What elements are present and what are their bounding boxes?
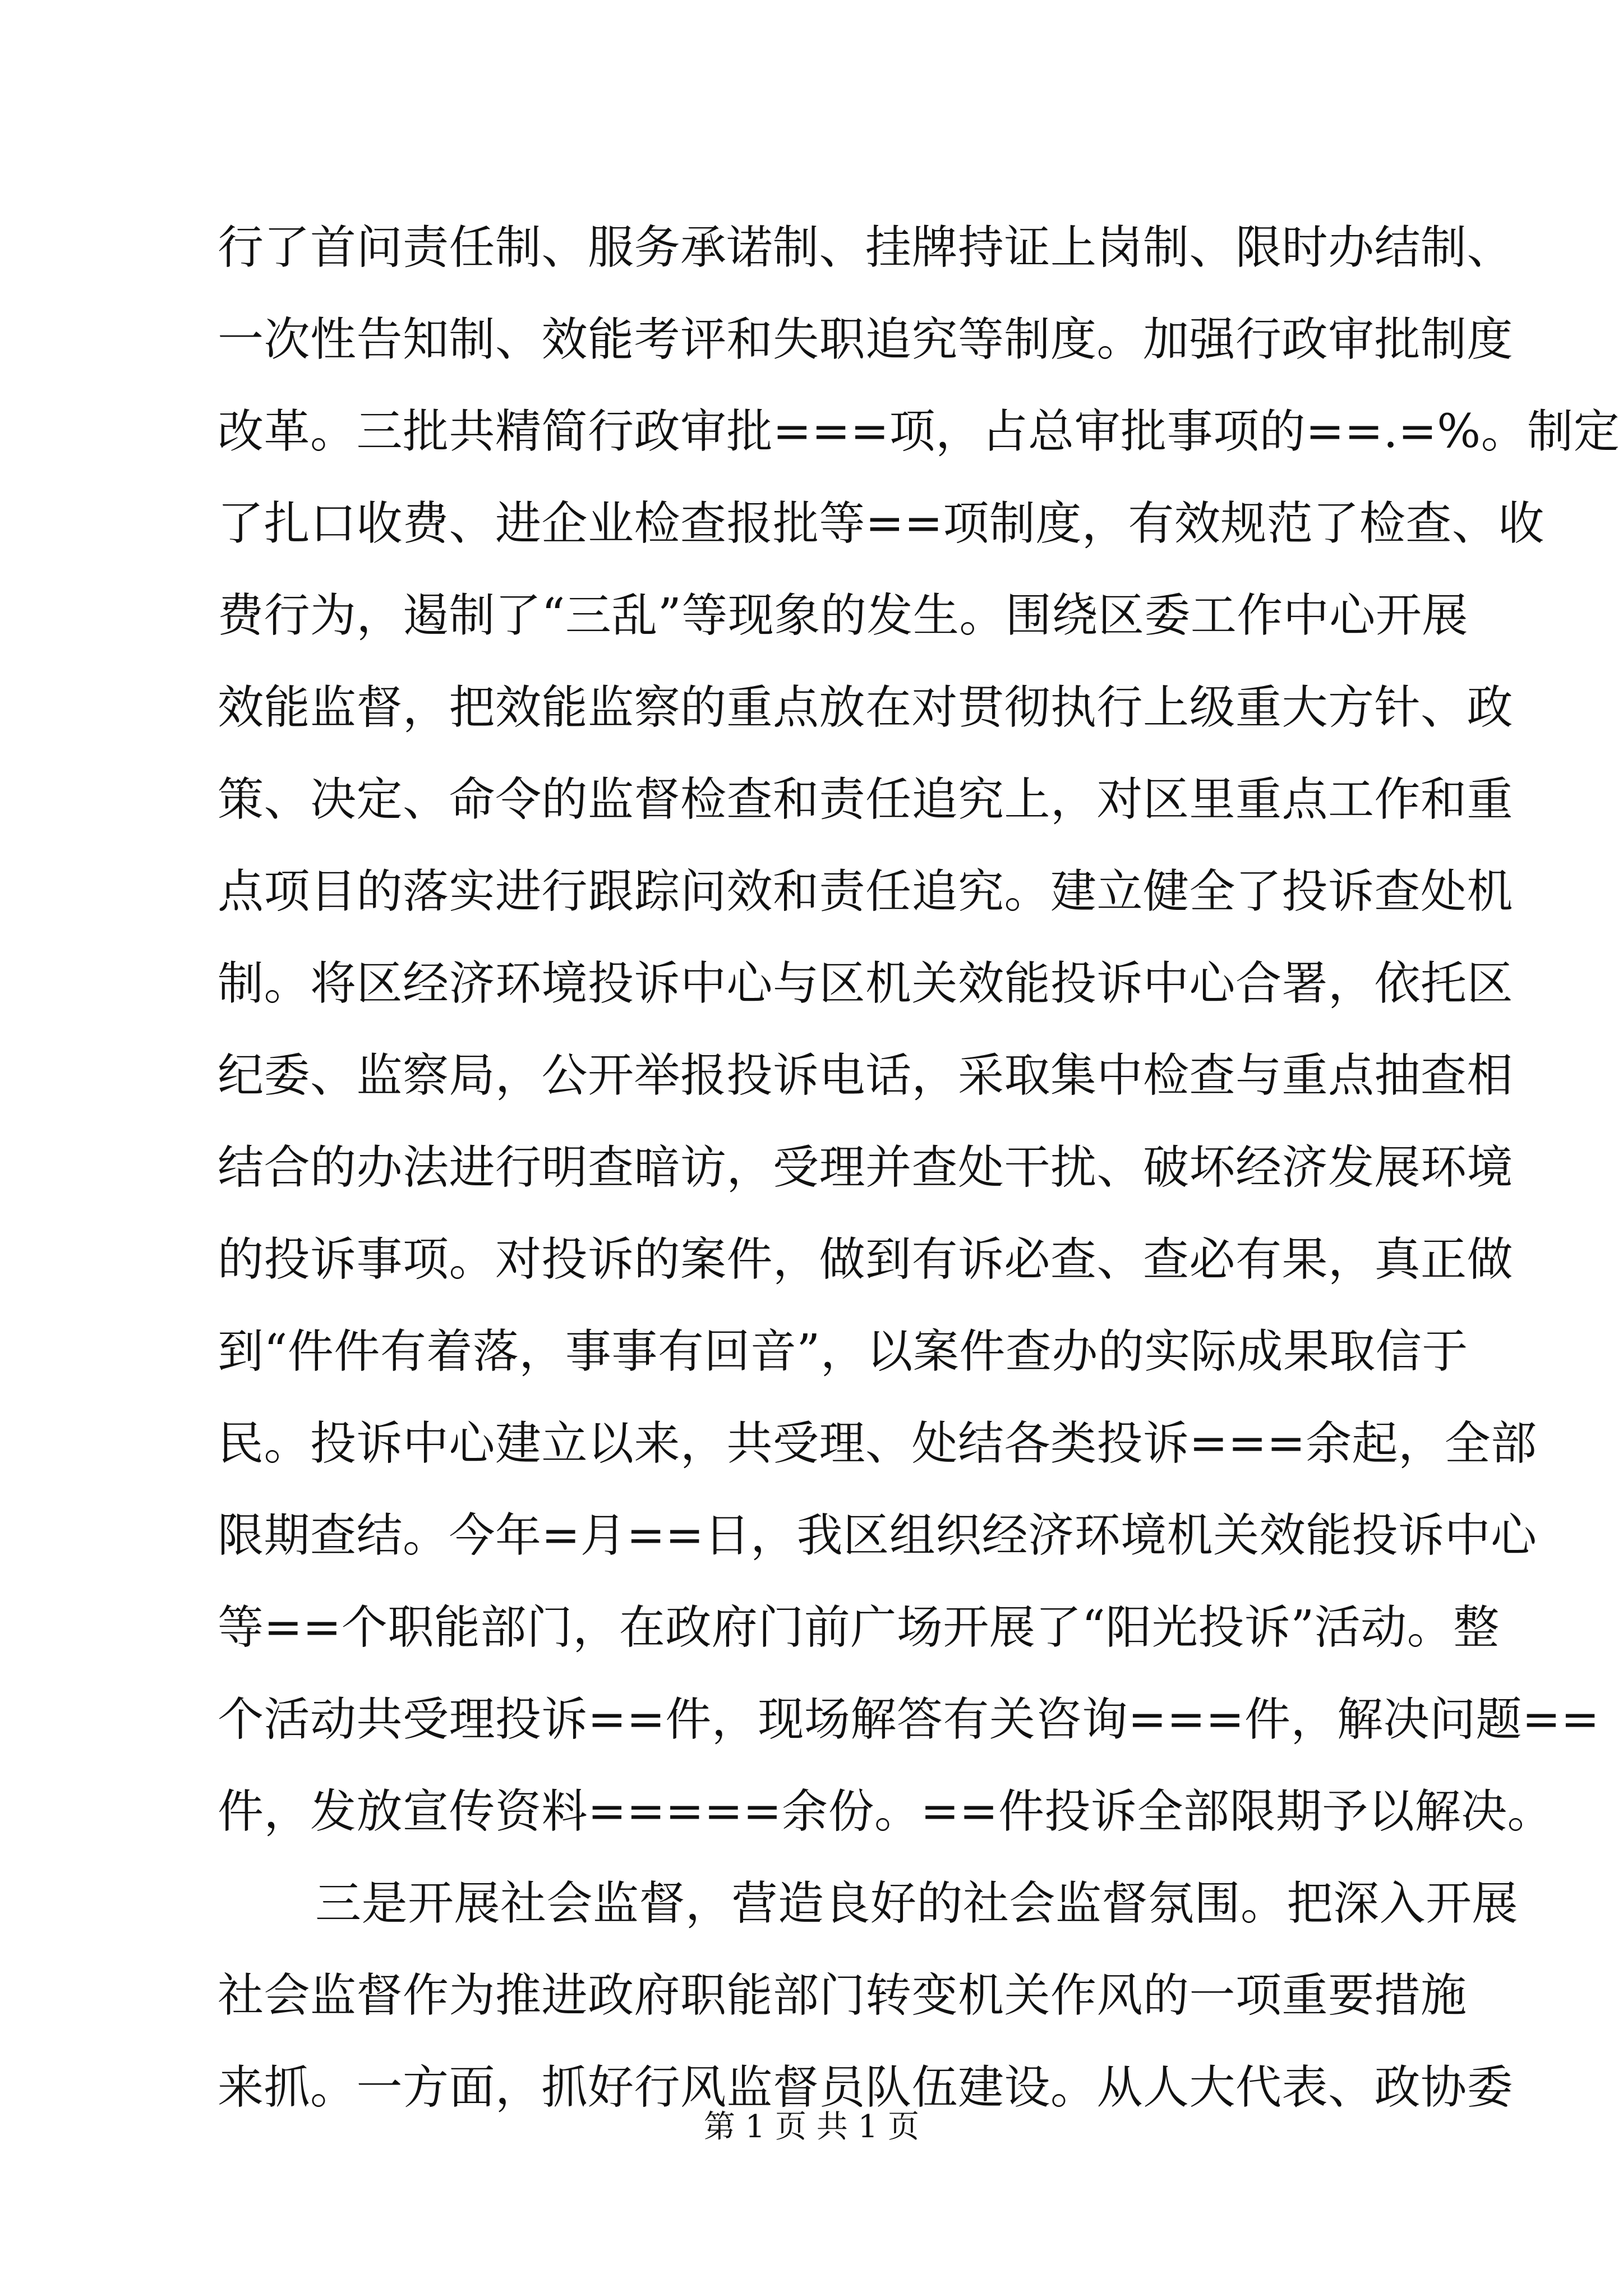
text-line: 策、决定、命令的监督检查和责任追究上，对区里重点工作和重 (218, 773, 1514, 826)
text-line: 社会监督作为推进政府职能部门转变机关作风的一项重要措施 (218, 1969, 1467, 2022)
text-line: 点项目的落实进行跟踪问效和责任追究。建立健全了投诉查处机 (218, 865, 1514, 918)
text-line: 个活动共受理投诉==件，现场解答有关咨询===件，解决问题== (218, 1693, 1600, 1746)
text-line: 制。将区经济环境投诉中心与区机关效能投诉中心合署，依托区 (218, 957, 1514, 1010)
page-footer: 第 1 页 共 1 页 (703, 2109, 920, 2145)
text-line: 了扎口收费、进企业检查报批等==项制度，有效规范了检查、收 (218, 497, 1544, 550)
text-line: 的投诉事项。对投诉的案件，做到有诉必查、查必有果，真正做 (218, 1233, 1514, 1286)
paragraph-first-line: 三是开展社会监督，营造良好的社会监督氛围。把深入开展 (315, 1877, 1519, 1930)
body-text (218, 202, 1620, 2134)
text-line: 来抓。一方面，抓好行风监督员队伍建设。从人大代表、政协委 (218, 2061, 1514, 2114)
text-line: 等==个职能部门，在政府门前广场开展了“阳光投诉”活动。整 (218, 1601, 1500, 1654)
text-line: 行了首问责任制、服务承诺制、挂牌持证上岗制、限时办结制、 (218, 221, 1514, 274)
text-line: 到“件件有着落，事事有回音”，以案件查办的实际成果取信于 (218, 1325, 1468, 1378)
text-line: 改革。三批共精简行政审批===项，占总审批事项的==.=%。制定 (218, 405, 1620, 458)
text-line: 件，发放宣传资料=====余份。==件投诉全部限期予以解决。 (218, 1785, 1553, 1838)
text-line: 一次性告知制、效能考评和失职追究等制度。加强行政审批制度 (218, 313, 1514, 366)
text-line: 效能监督，把效能监察的重点放在对贯彻执行上级重大方针、政 (218, 681, 1514, 734)
text-line: 民。投诉中心建立以来，共受理、处结各类投诉===余起，全部 (218, 1417, 1537, 1470)
text-line: 限期查结。今年=月==日，我区组织经济环境机关效能投诉中心 (218, 1509, 1537, 1562)
text-line: 费行为，遏制了“三乱”等现象的发生。围绕区委工作中心开展 (218, 589, 1468, 642)
text-line: 纪委、监察局，公开举报投诉电话，采取集中检查与重点抽查相 (218, 1049, 1514, 1102)
text-line: 结合的办法进行明查暗访，受理并查处干扰、破坏经济发展环境 (218, 1141, 1514, 1194)
